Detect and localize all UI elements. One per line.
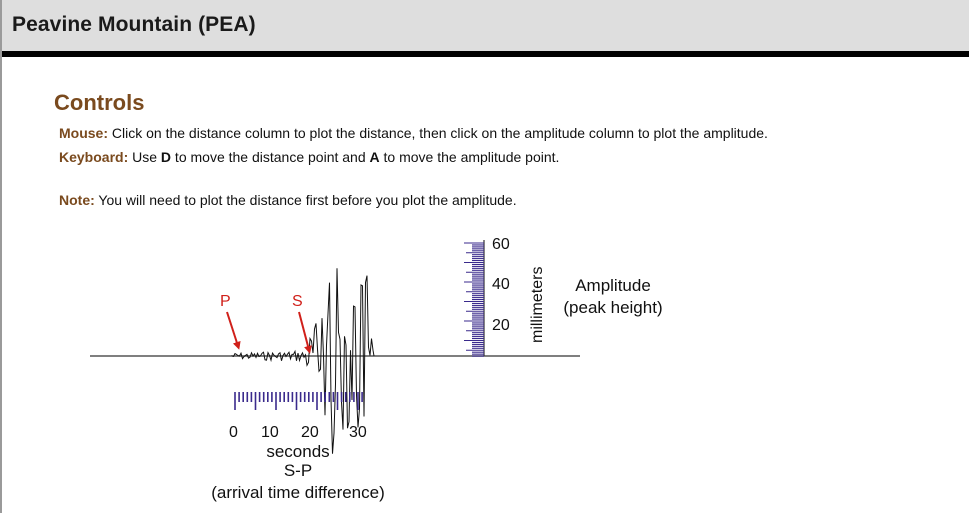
title-bar (2, 0, 969, 57)
sp-description: (arrival time difference) (211, 483, 385, 502)
time-tick-10: 10 (261, 424, 279, 441)
keyboard-text-2: to move the distance point and (171, 149, 370, 165)
sp-label: S-P (283, 461, 313, 480)
mouse-instruction (59, 125, 768, 141)
mouse-text: Click on the distance column to plot the distance, then click on the amplitude column to plot the amplitude. (108, 125, 768, 141)
time-unit-label: seconds (266, 442, 330, 461)
amplitude-label-line1: Amplitude (575, 276, 651, 295)
key-d: D (160, 149, 172, 165)
amplitude-scale (464, 240, 484, 356)
amp-tick-60: 60 (492, 236, 510, 253)
note-instruction (59, 192, 517, 208)
keyboard-text-3: to move the amplitude point. (379, 149, 560, 165)
amp-unit-label: millimeters (529, 266, 546, 343)
keyboard-text-1: Use (128, 149, 161, 165)
controls-heading: Controls (54, 90, 145, 115)
mouse-label: Mouse: (59, 125, 108, 141)
amp-tick-20: 20 (492, 317, 510, 334)
seismogram-diagram (2, 0, 969, 513)
time-scale (235, 392, 362, 410)
amp-tick-40: 40 (492, 276, 510, 293)
seismogram-trace (232, 268, 374, 453)
p-wave-arrow (227, 312, 238, 346)
s-wave-label: S (292, 293, 303, 310)
keyboard-label: Keyboard: (59, 149, 129, 165)
time-tick-20: 20 (301, 424, 319, 441)
note-label: Note: (59, 192, 95, 208)
keyboard-instruction (59, 149, 559, 165)
s-wave-arrow (299, 312, 309, 350)
time-tick-30: 30 (349, 424, 367, 441)
page-title: Peavine Mountain (PEA) (12, 13, 256, 36)
key-a: A (369, 149, 380, 165)
time-tick-0: 0 (229, 424, 238, 441)
amplitude-label-line2: (peak height) (563, 298, 663, 317)
p-wave-label: P (220, 293, 231, 310)
note-text: You will need to plot the distance first before you plot the amplitude. (94, 192, 517, 208)
